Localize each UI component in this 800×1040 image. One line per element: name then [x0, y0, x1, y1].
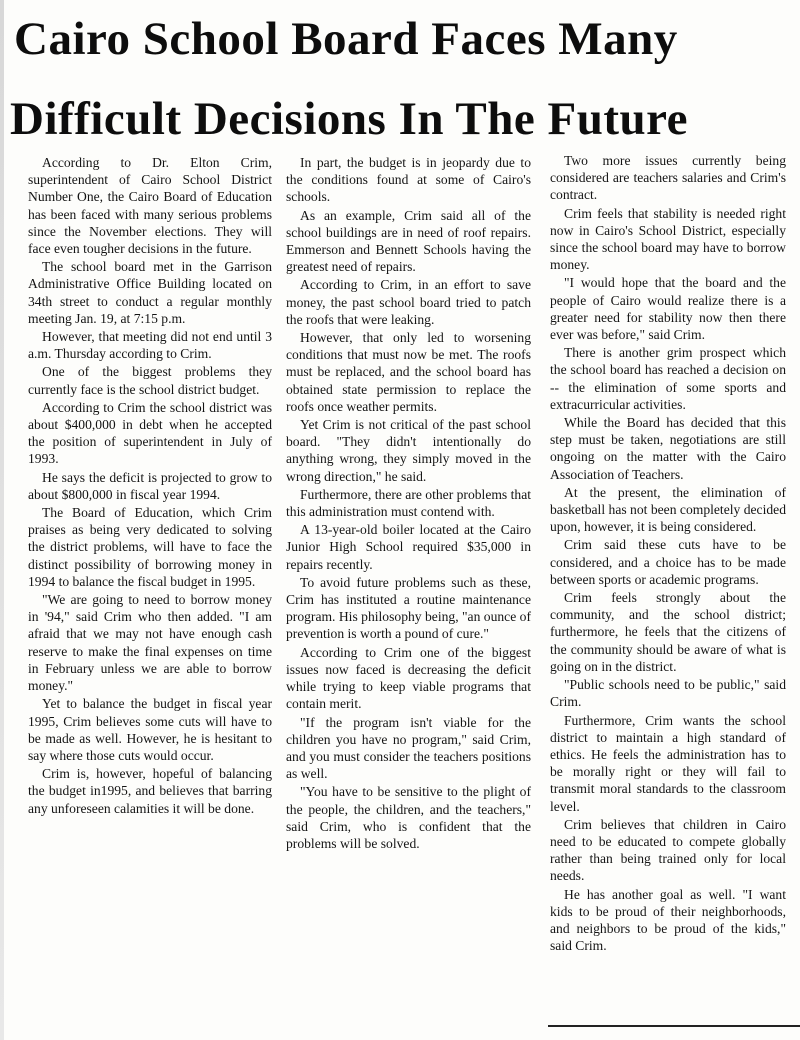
- paragraph: At the present, the elimination of basketball has not been completely decided upon, however, it is being considered.: [550, 484, 786, 535]
- paragraph: "You have to be sensitive to the plight of the people, the children, and the teachers," said Crim, who is confident that the problems will be solved.: [286, 784, 531, 851]
- paragraph: He has another goal as well. "I want kids to be proud of their neighborhoods, and neighbors to be proud of the kids," said Crim.: [550, 886, 786, 954]
- paragraph: There is another grim prospect which the school board has reached a decision on -- the elimination of some sports and extracurricular activities.: [550, 345, 786, 412]
- paragraph: Yet Crim is not critical of the past school board. "They didn't intentionally do anything wrong, they simply moved in the wrong direction," he said.: [286, 417, 531, 484]
- paragraph: While the Board has decided that this step must be taken, negotiations are still ongoing on the matter with the Cairo Association of Teachers.: [550, 415, 786, 482]
- paragraph: According to Crim the school district was about $400,000 in debt when he accepted the position of superintendent in July of 1993.: [28, 399, 272, 467]
- paragraph: Furthermore, there are other problems that this administration must contend with.: [286, 486, 532, 520]
- paragraph: According to Crim, in an effort to save money, the past school board tried to patch the roofs that were leaking.: [286, 277, 531, 327]
- paragraph: Crim believes that children in Cairo need to be educated to compete globally rather than being trained only for local needs.: [550, 816, 786, 884]
- paragraph: "We are going to need to borrow money in '94," said Crim who then added. "I am afraid that we may not have enough cash reserve to make the final expenses on time in February unless we are able to borrow money.": [28, 592, 272, 694]
- paragraph: Yet to balance the budget in fiscal year 1995, Crim believes some cuts will have to be made as well. However, he is hesitant to say where those cuts would occur.: [28, 696, 272, 763]
- paragraph: However, that meeting did not end until 3 a.m. Thursday according to Crim.: [28, 329, 272, 362]
- headline-line-2: Difficult Decisions In The Future: [10, 93, 689, 145]
- paragraph: Crim feels strongly about the community, and the school district; furthermore, he feels that the citizens of the community should be aware of what is going on in the district.: [550, 590, 786, 674]
- paragraph: Crim is, however, hopeful of balancing the budget in1995, and believes that barring any unforeseen calamities it will be done.: [28, 766, 272, 816]
- paragraph: In part, the budget is in jeopardy due to the conditions found at some of Cairo's schools.: [286, 155, 531, 205]
- paragraph: He says the deficit is projected to grow to about $800,000 in fiscal year 1994.: [28, 469, 272, 502]
- paragraph: As an example, Crim said all of the school buildings are in need of roof repairs. Emmerson and Bennett Schools having the greatest need of repairs.: [286, 207, 531, 275]
- paragraph: "I would hope that the board and the people of Cairo would realize there is a greater need for stability now then there ever was before," said Crim.: [550, 275, 786, 343]
- article-column-3: [550, 152, 786, 955]
- paragraph: However, that only led to worsening conditions that must now be met. The roofs must be replaced, and the school board has obtained state permission to replace the roofs once weather permits.: [286, 330, 531, 414]
- article-body: [0, 154, 800, 1034]
- paragraph: According to Dr. Elton Crim, superintendent of Cairo School District Number One, the Cairo Board of Education has been faced with many serious problems since the November elections. They will face even tougher decisions in the future.: [28, 155, 272, 257]
- paragraph: To avoid future problems such as these, Crim has instituted a routine maintenance program. His philosophy being, "an ounce of prevention is worth a pound of cure.": [286, 574, 531, 642]
- paragraph: The school board met in the Garrison Administrative Office Building located on 34th street to conduct a regular monthly meeting Jan. 19, at 7:15 p.m.: [28, 259, 272, 326]
- article-column-2: [286, 154, 531, 853]
- paragraph: A 13-year-old boiler located at the Cairo Junior High School required $35,000 in repairs recently.: [286, 522, 531, 572]
- paragraph: Two more issues currently being considered are teachers salaries and Crim's contract.: [550, 153, 786, 203]
- headline-line-1: Cairo School Board Faces Many: [14, 13, 678, 65]
- paragraph: Crim said these cuts have to be considered, and a choice has to be made between sports or academic programs.: [550, 537, 786, 587]
- paragraph: Furthermore, Crim wants the school district to maintain a high standard of ethics. He feels the administration has to be morally right or they will fail to transmit moral standards to the classroom level.: [550, 712, 786, 814]
- article-column-1: [28, 154, 272, 818]
- paragraph: "Public schools need to be public," said Crim.: [550, 677, 786, 710]
- paragraph: "If the program isn't viable for the children you have no program," said Crim, and you must consider the teachers positions as well.: [286, 714, 531, 782]
- end-rule: [548, 1025, 800, 1027]
- paragraph: According to Crim one of the biggest issues now faced is decreasing the deficit while trying to keep viable programs that contain merit.: [286, 644, 531, 712]
- paragraph: One of the biggest problems they currently face is the school district budget.: [28, 364, 272, 397]
- paragraph: Crim feels that stability is needed right now in Cairo's School District, especially since the school board may have to borrow money.: [550, 205, 786, 273]
- paragraph: The Board of Education, which Crim praises as being very dedicated to solving the district problems, will have to face the distinct possibility of borrowing money in 1994 to balance the fiscal budget in 1995.: [28, 505, 272, 589]
